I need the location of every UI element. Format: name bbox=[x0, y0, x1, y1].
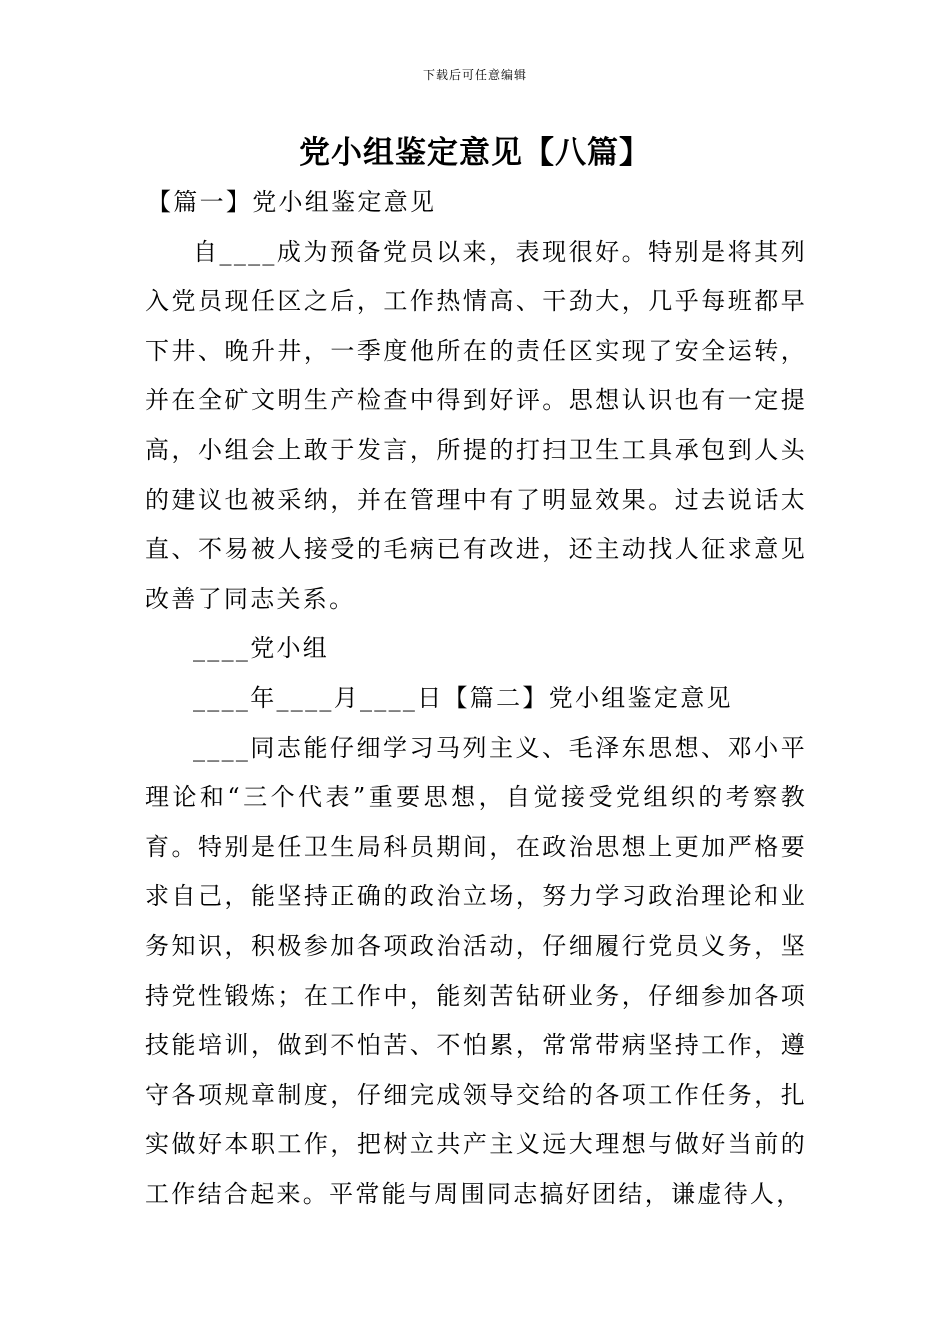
section-1-heading: 【篇一】党小组鉴定意见 bbox=[147, 188, 437, 216]
document-body bbox=[145, 178, 807, 1219]
section-2-paragraph: ____同志能仔细学习马列主义、毛泽东思想、邓小平理论和“三个代表”重要思想，自觉接受党组织的考察教育。特别是任卫生局科员期间，在政治思想上更加严格要求自己，能坚持正确的政治立场，努力学习政治理论和业务知识，积极参加各项政治活动，仔细履行党员义务，坚持党性锻炼；在工作中，能刻苦钻研业务，仔细参加各项技能培训，做到不怕苦、不怕累，常常带病坚持工作，遵守各项规章制度，仔细完成领导交给的各项工作任务，扎实做好本职工作，把树立共产主义远大理想与做好当前的工作结合起来。平常能与周围同志搞好团结，谦虚待人， bbox=[145, 733, 807, 1208]
section-1-date-section-2-heading: ____年____月____日【篇二】党小组鉴定意见 bbox=[193, 683, 733, 712]
document-title: 党小组鉴定意见【八篇】 bbox=[299, 135, 651, 171]
section-1-paragraph: 自____成为预备党员以来，表现很好。特别是将其列入党员现任区之后，工作热情高、干劲大，几乎每班都早下井、晚升井，一季度他所在的责任区实现了安全运转，并在全矿文明生产检查中得到好评。思想认识也有一定提高，小组会上敢于发言，所提的打扫卫生工具承包到人头的建议也被采纳，并在管理中有了明显效果。过去说话太直、不易被人接受的毛病已有改进，还主动找人征求意见改善了同志关系。 bbox=[145, 237, 807, 613]
section-1-signature: ____党小组 bbox=[193, 634, 330, 663]
page-header-note: 下载后可任意编辑 bbox=[422, 68, 527, 82]
